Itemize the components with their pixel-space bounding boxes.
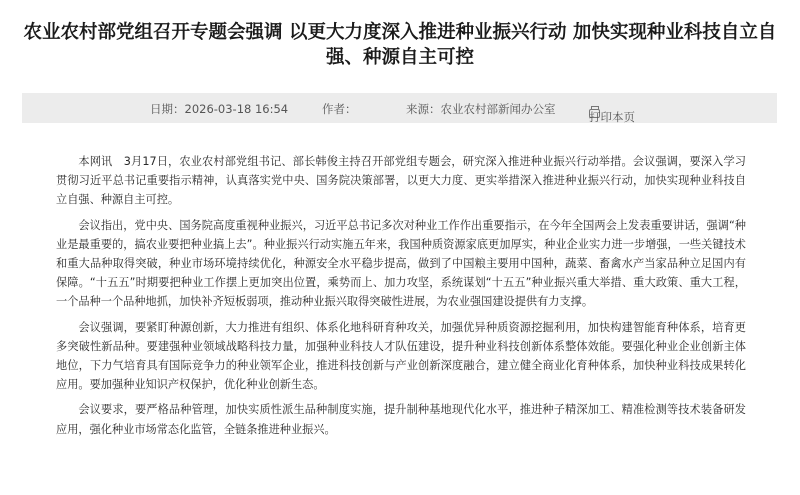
- paragraph: 会议指出，党中央、国务院高度重视种业振兴，习近平总书记多次对种业工作作出重要指示，在今年全国两会上发表重要讲话，强调“种业是最重要的，搞农业要把种业搞上去”。种业振兴行动实施五年来，我国种质资源家底更加厚实，种业企业实力进一步增强，一些关键技术和重大品种取得突破，种业市场环境持续优化，种源安全水平稳步提高，做到了中国粮主要用中国种，蔬菜、畜禽水产当家品种立足国内有保障。“十五五”时期要把种业工作摆上更加突出位置，乘势而上、加力攻坚，系统谋划“十五五”种业振兴重大举措、重大政策、重大工程，一个品种一个品种地抓，加快补齐短板弱项，推动种业振兴取得突破性进展，为农业强国建设提供有力支撑。: [56, 218, 746, 309]
- paragraph: 会议要求，要严格品种管理，加快实质性派生品种制度实施，提升制种基地现代化水平，推进种子精深加工、精准检测等技术装备研发应用，强化种业市场常态化监管，全链条推进种业振兴。: [56, 403, 746, 436]
- print-label: 打印本页: [589, 110, 635, 124]
- article-meta-bar: [22, 93, 777, 123]
- article-title: 农业农村部党组召开专题会强调 以更大力度深入推进种业振兴行动 加快实现种业科技自立自强、种源自主可控: [23, 22, 777, 68]
- paragraph: 本网讯 3月17日，农业农村部党组书记、部长韩俊主持召开部党组专题会，研究深入推进种业振兴行动举措。会议强调，要深入学习贯彻习近平总书记重要指示精神，认真落实党中央、国务院决策部署，以更大力度、更实举措深入推进种业振兴行动，加快实现种业科技自立自强、种源自主可控。: [56, 155, 746, 207]
- paragraph: 会议强调，要紧盯种源创新，大力推进有组织、体系化地科研育种攻关，加强优异种质资源挖掘利用，加快构建智能育种体系，培育更多突破性新品种。要建强种业领域战略科技力量，加强种业科技人才队伍建设，提升种业科技创新体系整体效能。要强化种业企业创新主体地位，下力气培育具有国际竞争力的种业领军企业，推进科技创新与产业创新深度融合，建立健全商业化育种体系，加快种业科技成果转化应用。要加强种业知识产权保护，优化种业创新生态。: [56, 320, 746, 392]
- source-label: 来源：农业农村部新闻办公室: [406, 102, 556, 116]
- article-body: [56, 152, 746, 445]
- author-label: 作者：: [322, 102, 357, 116]
- publish-date: 日期：2026-03-18 16:54: [150, 102, 289, 116]
